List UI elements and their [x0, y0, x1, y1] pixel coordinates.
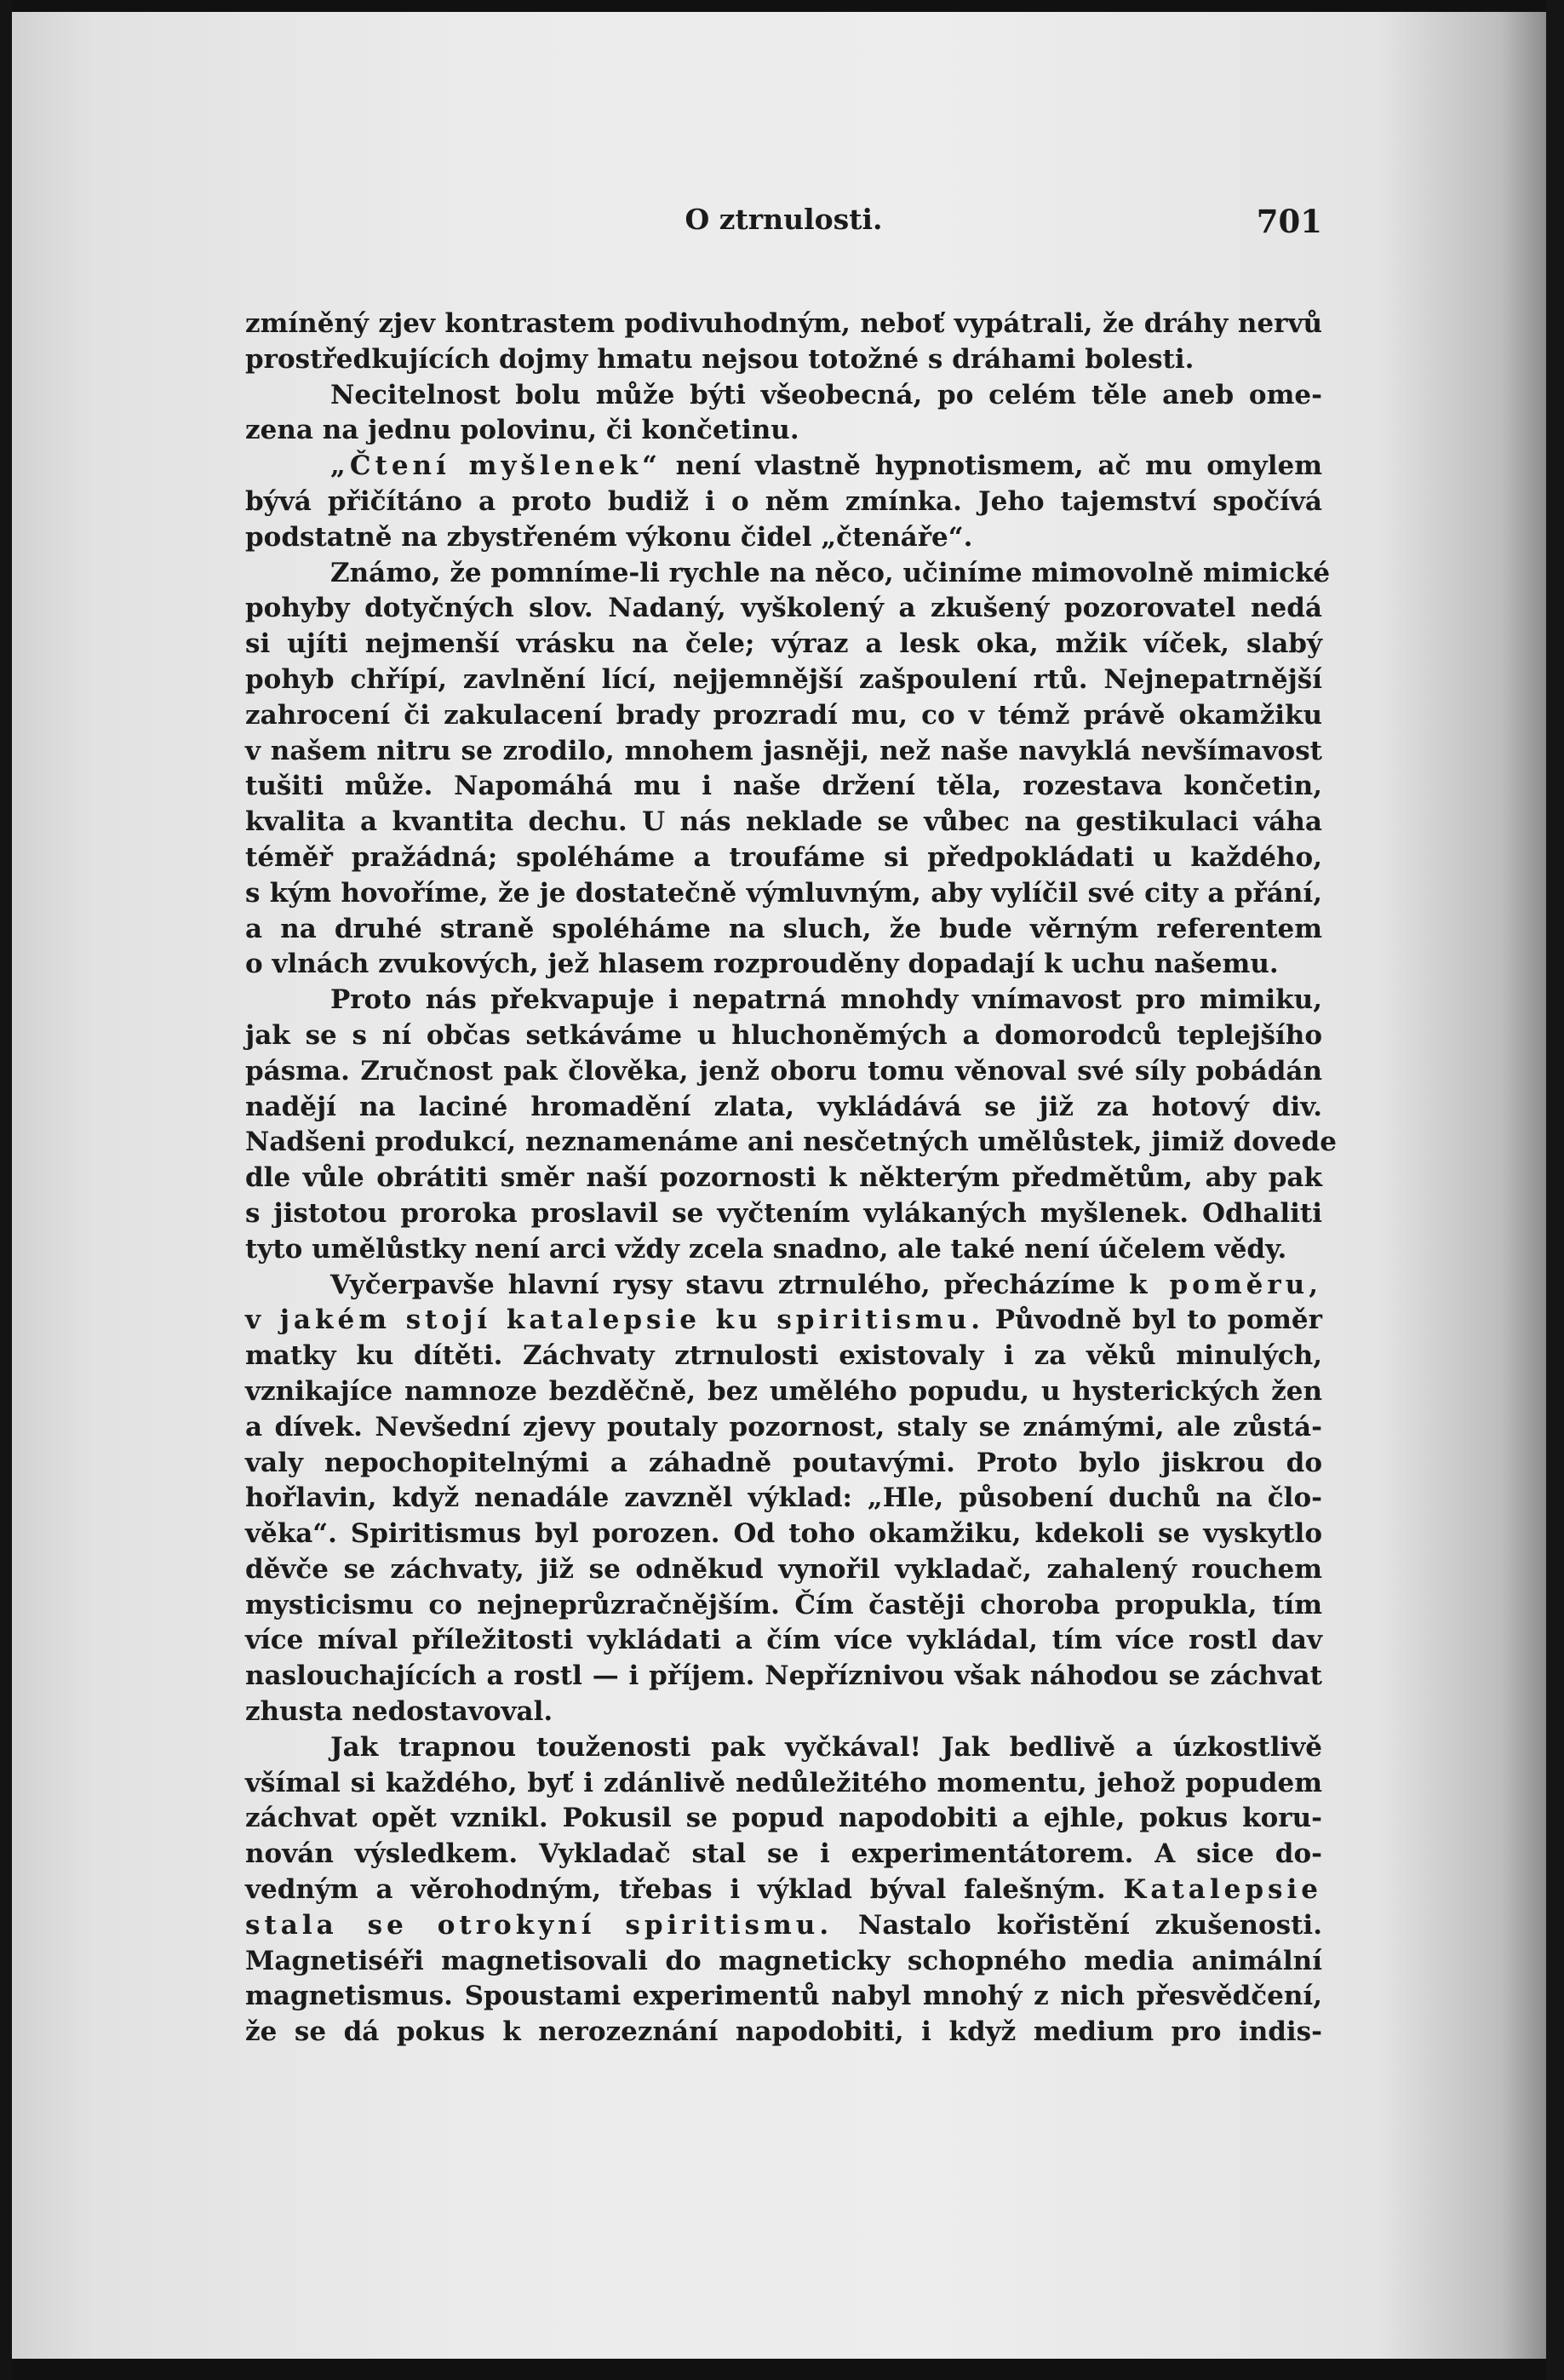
text-segment: vznikajíce namnoze bezděčně, bez umělého popudu, u hysterických žen	[245, 1375, 1322, 1407]
text-line	[245, 1944, 1322, 1980]
text-segment: a dívek. Nevšední zjevy poutaly pozornost, staly se známými, ale zůstá-	[245, 1411, 1322, 1442]
scan-border-top	[0, 0, 1564, 12]
text-line	[245, 1908, 1322, 1944]
scan-border-right	[1546, 0, 1564, 2380]
text-line	[245, 1872, 1322, 1908]
text-line	[245, 1623, 1322, 1659]
text-line	[245, 1695, 1322, 1730]
text-line	[245, 342, 1322, 378]
text-segment: o vlnách zvukových, jež hlasem rozprouděny dopadají k uchu našemu.	[245, 949, 1279, 980]
text-line	[245, 1268, 1322, 1304]
text-segment: nován výsledkem. Vykladač stal se i experimentátorem. A sice do-	[245, 1838, 1322, 1870]
text-segment: pohyb chřípí, zavlnění lící, nejjemnější zašpoulení rtů. Nejnepatrnější	[245, 663, 1322, 695]
book-page	[245, 203, 1337, 2050]
text-segment: záchvat opět vznikl. Pokusil se popud napodobiti a ejhle, pokus koru-	[245, 1803, 1322, 1834]
text-line	[245, 1766, 1322, 1802]
text-segment: není vlastně hypnotismem, ač mu omylem	[661, 450, 1322, 482]
text-line	[245, 1517, 1322, 1552]
text-line	[245, 840, 1322, 876]
text-line	[245, 1979, 1322, 2015]
text-segment: Známo, že pomníme-li rychle na něco, učiníme mimovolně mimické	[330, 557, 1331, 588]
text-segment: téměř pražádná; spoléháme a troufáme si předpokládati u každého,	[245, 841, 1322, 873]
spaced-emphasis: k poměru,	[1128, 1269, 1323, 1300]
text-line	[245, 1161, 1322, 1196]
text-segment: jak se s ní občas setkáváme u hluchoněmých a domorodců teplejšího	[245, 1019, 1322, 1051]
text-line	[245, 662, 1322, 698]
text-line	[245, 1196, 1322, 1232]
text-segment: že se dá pokus k nerozeznání napodobiti, i když medium pro indis-	[245, 2016, 1322, 2048]
spaced-emphasis: v jakém stojí katalepsie ku spiritismu.	[245, 1305, 985, 1336]
text-line	[245, 1552, 1322, 1588]
text-line	[245, 983, 1322, 1018]
text-segment: bývá přičítáno a proto budiž i o něm zmínka. Jeho tajemství spočívá	[245, 485, 1322, 517]
text-segment: mysticismu co nejneprůzračnějším. Čím častěji choroba propukla, tím	[245, 1589, 1322, 1620]
text-line	[245, 1090, 1322, 1126]
spaced-emphasis: „Čtení myšlenek“	[330, 450, 662, 482]
text-line	[245, 2015, 1322, 2050]
text-line	[245, 1232, 1322, 1268]
text-line	[245, 1410, 1322, 1446]
text-segment: Jak trapnou touženosti pak vyčkával! Jak bedlivě a úzkostlivě	[330, 1731, 1322, 1763]
text-line	[245, 520, 1322, 556]
text-segment: pohyby dotyčných slov. Nadaný, vyškolený a zkušený pozorovatel nedá	[245, 593, 1322, 624]
text-segment: naslouchajících a rostl — i příjem. Nepříznivou však náhodou se záchvat	[245, 1660, 1322, 1692]
text-line	[245, 1125, 1337, 1161]
text-segment: Nadšeni produkcí, neznamenáme ani nesčetných umělůstek, jimiž dovede	[245, 1127, 1337, 1158]
page-number: 701	[1256, 203, 1322, 240]
body-text	[245, 307, 1337, 2050]
text-segment: Vyčerpavše hlavní rysy stavu ztrnulého, přecházíme	[330, 1269, 1129, 1300]
scan-border-bottom	[0, 2359, 1564, 2380]
text-line	[245, 912, 1322, 948]
text-line	[245, 1588, 1322, 1624]
text-line	[245, 1446, 1322, 1482]
text-segment: matky ku dítěti. Záchvaty ztrnulosti existovaly i za věků minulých,	[245, 1340, 1322, 1372]
text-line	[245, 1730, 1322, 1766]
text-segment: s kým hovoříme, že je dostatečně výmluvným, aby vylíčil své city a přání,	[245, 877, 1322, 909]
text-segment: si ujíti nejmenší vrásku na čele; výraz a lesk oka, mžik víček, slabý	[245, 628, 1322, 660]
text-segment: zhusta nedostavoval.	[245, 1696, 553, 1728]
text-line	[245, 413, 1322, 449]
scan-border-left	[0, 0, 12, 2380]
text-segment: věka“. Spiritismus byl porozen. Od toho okamžiku, kdekoli se vyskytlo	[245, 1518, 1322, 1550]
text-segment: Proto nás překvapuje i nepatrná mnohdy vnímavost pro mimiku,	[330, 984, 1322, 1016]
text-line	[245, 378, 1322, 414]
text-line	[245, 769, 1322, 805]
text-line	[245, 698, 1322, 734]
text-segment: kvalita a kvantita dechu. U nás neklade se vůbec na gestikulaci váha	[245, 806, 1322, 838]
text-line	[245, 805, 1322, 840]
text-line	[245, 1801, 1322, 1837]
text-segment: více míval příležitosti vykládati a čím více vykládal, tím více rostl dav	[245, 1625, 1322, 1656]
text-segment: děvče se záchvaty, již se odněkud vynořil vykladač, zahalený rouchem	[245, 1553, 1322, 1585]
text-segment: a na druhé straně spoléháme na sluch, že bude věrným referentem	[245, 913, 1322, 944]
spaced-emphasis: stala se otrokyní spiritismu.	[245, 1909, 834, 1941]
text-segment: zahrocení či zakulacení brady prozradí mu, co v témž právě okamžiku	[245, 699, 1322, 731]
text-segment: dle vůle obrátiti směr naší pozornosti k některým předmětům, aby pak	[245, 1162, 1322, 1194]
text-line	[245, 1018, 1322, 1054]
text-segment: Původně byl to poměr	[984, 1305, 1322, 1336]
text-segment: Magnetiséři magnetisovali do magneticky schopného media animální	[245, 1945, 1322, 1976]
text-segment: pásma. Zručnost pak člověka, jenž oboru tomu věnoval své síly pobádán	[245, 1055, 1322, 1087]
text-line	[245, 876, 1322, 912]
text-line	[245, 591, 1322, 627]
text-segment: tyto umělůstky není arci vždy zcela snadno, ale také není účelem vědy.	[245, 1233, 1287, 1265]
text-segment: zmíněný zjev kontrastem podivuhodným, neboť vypátrali, že dráhy nervů	[245, 308, 1322, 339]
text-line	[245, 1054, 1322, 1090]
spaced-emphasis: Katalepsie	[1123, 1874, 1322, 1906]
text-segment: v našem nitru se zrodilo, mnohem jasněji, než naše navyklá nevšímavost	[245, 735, 1322, 766]
text-line	[245, 627, 1322, 662]
text-line	[245, 947, 1322, 983]
text-line	[245, 1481, 1322, 1517]
text-line	[245, 1339, 1322, 1374]
text-segment: magnetismus. Spoustami experimentů nabyl mnohý z nich přesvědčení,	[245, 1981, 1322, 2012]
text-segment: všímal si každého, byť i zdánlivě nedůležitého momentu, jehož popudem	[245, 1767, 1322, 1798]
text-segment: tušiti může. Napomáhá mu i naše držení těla, rozestava končetin,	[245, 771, 1322, 802]
running-header	[245, 203, 1322, 254]
text-segment: zena na jednu polovinu, či končetinu.	[245, 415, 799, 446]
text-segment: Nastalo kořistění zkušenosti.	[833, 1909, 1323, 1941]
text-segment: vedným a věrohodným, třebas i výklad býval falešným.	[245, 1874, 1124, 1906]
text-segment: nadějí na laciné hromadění zlata, vykládává se již za hotový div.	[245, 1091, 1322, 1122]
text-segment: Necitelnost bolu může býti všeobecná, po celém těle aneb ome-	[330, 379, 1322, 410]
text-line	[245, 449, 1322, 485]
text-line	[245, 485, 1322, 520]
text-line	[245, 556, 1331, 592]
text-line	[245, 1374, 1322, 1410]
text-segment: s jistotou proroka proslavil se vyčtením vylákaných myšlenek. Odhaliti	[245, 1197, 1322, 1229]
text-segment: valy nepochopitelnými a záhadně poutavými. Proto bylo jiskrou do	[245, 1447, 1322, 1478]
text-line	[245, 1659, 1322, 1695]
text-segment: podstatně na zbystřeném výkonu čidel „čtenáře“.	[245, 521, 973, 553]
text-line	[245, 1837, 1322, 1872]
running-title: O ztrnulosti.	[685, 203, 883, 236]
text-line	[245, 734, 1322, 770]
text-line	[245, 307, 1322, 342]
text-segment: prostředkujících dojmy hmatu nejsou totožné s dráhami bolesti.	[245, 343, 1194, 375]
text-segment: hořlavin, když nenadále zavzněl výklad: „Hle, působení duchů na člo-	[245, 1482, 1322, 1514]
text-line	[245, 1303, 1322, 1339]
